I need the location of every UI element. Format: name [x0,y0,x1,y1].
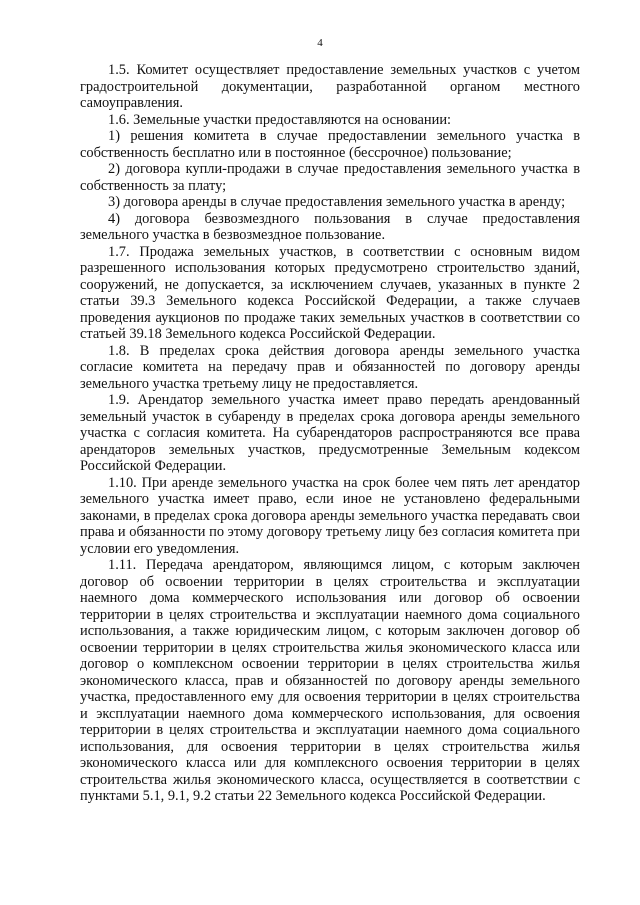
paragraph-1-8: 1.8. В пределах срока действия договора аренды земельного участка согласие комитета на передачу прав и обязанностей по договору аренды земельного участка третьему лицу не предоставляется. [80,342,580,392]
list-item-1: 1) решения комитета в случае предоставлении земельного участка в собственность бесплатно или в постоянное (бессрочное) пользование; [80,128,580,161]
paragraph-1-10: 1.10. При аренде земельного участка на срок более чем пять лет арендатор земельного участка имеет право, если иное не установлено федеральными законами, в пределах срока договора аренды земельного участка передавать свои права и обязанности по этому договору третьему лицу без согласия комитета при условии его уведомления. [80,474,580,557]
list-item-4: 4) договора безвозмездного пользования в случае предоставления земельного участка в безвозмездное пользование. [80,210,580,243]
list-item-3: 3) договора аренды в случае предоставления земельного участка в аренду; [108,194,566,210]
paragraph-1-9: 1.9. Арендатор земельного участка имеет право передать арендованный земельный участок в субаренду в пределах срока договора аренды земельного участка с согласия комитета. На субарендаторов распространяются все права арендаторов земельных участков, предусмотренные Земельным кодексом Российской Федерации. [80,392,580,474]
document-body [80,62,580,805]
list-item-2: 2) договора купли-продажи в случае предоставления земельного участка в собственность за плату; [80,161,580,194]
paragraph-1-5: 1.5. Комитет осуществляет предоставление земельных участков с учетом градостроительной документации, разработанной органом местного самоуправления. [80,62,580,111]
paragraph-1-11: 1.11. Передача арендатором, являющимся лицом, с которым заключен договор об освоении территории в целях строительства и эксплуатации наемного дома коммерческого использования или договор об освоении территории в целях строительства и эксплуатации наемного дома социального использования, а также юридическим лицом, с которым заключен договор об освоении территории в целях строительства жилья экономического класса или договор о комплексном освоении территории в целях строительства жилья экономического класса, прав и обязанностей по договору аренды земельного участка, предоставленного ему для освоения территории в целях строительства и эксплуатации наемного дома коммерческого использования, для освоения территории в целях строительства и эксплуатации наемного дома социального использования, для освоения территории в целях строительства жилья экономического класса или для комплексного освоения территории в целях строительства жилья экономического класса, осуществляется в соответствии с пунктами 5.1, 9.1, 9.2 статьи 22 Земельного кодекса Российской Федерации. [80,557,580,804]
paragraph-1-7: 1.7. Продажа земельных участков, в соответствии с основным видом разрешенного использования которых предусмотрено строительство зданий, сооружений, не допускается, за исключением случаев, указанных в пункте 2 статьи 39.3 Земельного кодекса Российской Федерации, а также случаев проведения аукционов по продаже таких земельных участков в соответствии со статьей 39.18 Земельного кодекса Российской Федерации. [80,243,580,342]
paragraph-1-6: 1.6. Земельные участки предоставляются на основании: [108,111,452,128]
page-number: 4 [317,37,323,49]
